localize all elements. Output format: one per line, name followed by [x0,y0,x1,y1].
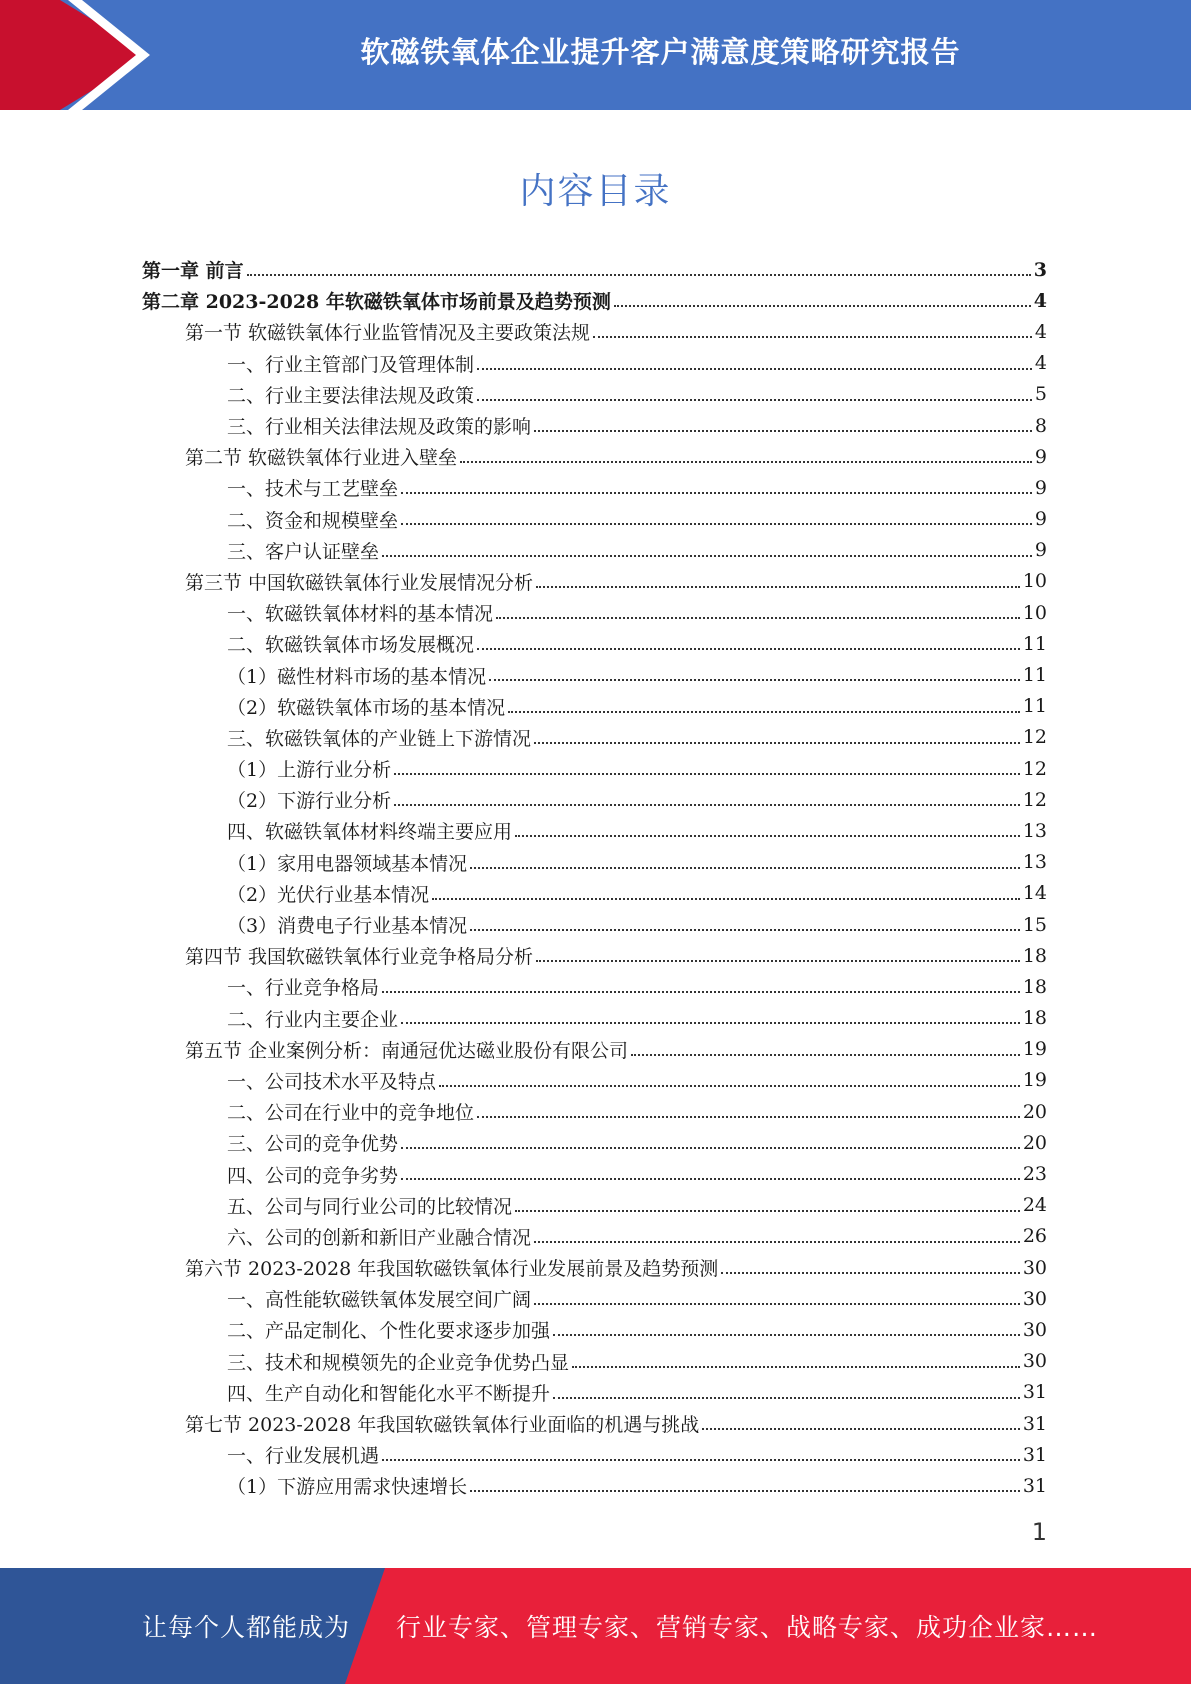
toc-entry[interactable] [142,1034,1047,1065]
toc-dot-leader [470,844,1020,869]
toc-entry[interactable] [142,316,1047,347]
toc-dot-leader [631,1031,1020,1056]
toc-dot-leader [401,1156,1020,1181]
toc-entry-label: 一、行业竞争格局 [227,977,380,1000]
toc-entry[interactable] [142,441,1047,472]
toc-entry-label: 三、行业相关法律法规及政策的影响 [227,416,532,439]
toc-entry-page: 4 [1034,320,1047,343]
toc-dot-leader [536,563,1020,588]
toc-dot-leader [496,594,1020,619]
toc-dot-leader [477,345,1032,370]
toc-entry-label: 二、行业内主要企业 [227,1008,399,1031]
toc-entry-label: 三、公司的竞争优势 [227,1133,399,1156]
toc-entry-label: 一、行业发展机遇 [227,1445,380,1468]
toc-entry-page: 30 [1022,1287,1047,1310]
toc-entry-page: 31 [1022,1474,1047,1497]
toc-dot-leader [477,1093,1020,1118]
toc-entry[interactable] [142,784,1047,815]
toc-entry[interactable] [142,940,1047,971]
toc-dot-leader [470,1468,1020,1493]
toc-entry-page: 20 [1022,1100,1047,1123]
toc-dot-leader [534,719,1020,744]
toc-entry-page: 4 [1033,289,1047,312]
toc-entry-page: 19 [1022,1069,1047,1092]
toc-entry[interactable] [142,535,1047,566]
toc-entry-label: 二、行业主要法律法规及政策 [227,384,475,407]
toc-entry[interactable] [142,254,1047,285]
toc-entry[interactable] [142,1158,1047,1189]
toc-entry-label: （1）上游行业分析 [227,759,392,782]
toc-entry-label: （2）软磁铁氧体市场的基本情况 [227,696,506,719]
toc-entry[interactable] [142,597,1047,628]
toc-entry-label: 一、高性能软磁铁氧体发展空间广阔 [227,1289,532,1312]
toc-dot-leader [394,781,1020,806]
toc-entry[interactable] [142,1096,1047,1127]
toc-dot-leader [382,532,1032,557]
toc-entry[interactable] [142,1346,1047,1377]
toc-entry-page: 11 [1022,695,1047,718]
toc-entry-label: 四、公司的竞争劣势 [227,1164,399,1187]
toc-entry-page: 5 [1034,383,1047,406]
toc-dot-leader [553,1312,1020,1337]
toc-entry-label: 第七节 2023-2028 年我国软磁铁氧体行业面临的机遇与挑战 [185,1414,700,1437]
toc-dot-leader [432,875,1020,900]
toc-entry-page: 12 [1022,788,1047,811]
table-of-contents [142,254,1047,1502]
toc-entry[interactable] [142,628,1047,659]
toc-entry-page: 18 [1022,944,1047,967]
toc-entry-label: 第四节 我国软磁铁氧体行业竞争格局分析 [185,946,534,969]
page-number: 1 [1031,1518,1047,1546]
toc-entry-page: 10 [1022,601,1047,624]
toc-entry-label: 一、技术与工艺壁垒 [227,478,399,501]
toc-entry-page: 8 [1034,414,1047,437]
toc-entry[interactable] [142,1065,1047,1096]
toc-entry-page: 23 [1022,1163,1047,1186]
toc-title: 内容目录 [519,171,672,212]
toc-entry[interactable] [142,659,1047,690]
toc-entry-page: 31 [1022,1381,1047,1404]
toc-dot-leader [515,813,1020,838]
toc-entry[interactable] [142,722,1047,753]
toc-dot-leader [401,1124,1020,1149]
toc-entry-label: 一、行业主管部门及管理体制 [227,353,475,376]
toc-entry-page: 10 [1022,570,1047,593]
toc-entry-label: 第一节 软磁铁氧体行业监管情况及主要政策法规 [185,322,591,345]
toc-entry-page: 14 [1022,882,1047,905]
toc-entry-label: （1）下游应用需求快速增长 [227,1476,468,1499]
toc-entry[interactable] [142,1470,1047,1501]
toc-entry-label: 三、软磁铁氧体的产业链上下游情况 [227,727,532,750]
toc-entry-label: 第三节 中国软磁铁氧体行业发展情况分析 [185,571,534,594]
toc-entry-page: 11 [1022,664,1047,687]
toc-dot-leader [401,470,1032,495]
toc-entry-page: 20 [1022,1131,1047,1154]
toc-entry-label: 六、公司的创新和新旧产业融合情况 [227,1226,532,1249]
toc-entry-label: 第二章 2023-2028 年软磁铁氧体市场前景及趋势预测 [142,291,611,314]
toc-dot-leader [572,1343,1020,1368]
toc-entry-label: 一、软磁铁氧体材料的基本情况 [227,603,494,626]
toc-entry-label: （3）消费电子行业基本情况 [227,915,468,938]
toc-entry[interactable] [142,1221,1047,1252]
toc-entry[interactable] [142,878,1047,909]
toc-entry[interactable] [142,1283,1047,1314]
toc-entry[interactable] [142,753,1047,784]
toc-entry-page: 31 [1022,1412,1047,1435]
toc-entry-page: 26 [1022,1225,1047,1248]
toc-entry-page: 18 [1022,975,1047,998]
toc-entry[interactable] [142,504,1047,535]
toc-entry[interactable] [142,1127,1047,1158]
toc-entry-label: （2）下游行业分析 [227,790,392,813]
toc-dot-leader [489,657,1020,682]
toc-entry-page: 19 [1022,1038,1047,1061]
toc-dot-leader [553,1374,1020,1399]
toc-entry[interactable] [142,1408,1047,1439]
toc-entry-label: 三、技术和规模领先的企业竞争优势凸显 [227,1351,570,1374]
toc-dot-leader [515,1187,1020,1212]
toc-entry-page: 13 [1022,819,1047,842]
toc-entry-page: 4 [1034,352,1047,375]
toc-entry[interactable] [142,410,1047,441]
toc-entry[interactable] [142,971,1047,1002]
toc-entry[interactable] [142,379,1047,410]
toc-dot-leader [536,937,1020,962]
toc-entry[interactable] [142,1252,1047,1283]
toc-entry-label: 第六节 2023-2028 年我国软磁铁氧体行业发展前景及趋势预测 [185,1258,719,1281]
toc-entry-label: 四、生产自动化和智能化水平不断提升 [227,1382,551,1405]
toc-entry-label: 三、客户认证壁垒 [227,540,380,563]
toc-entry-page: 12 [1022,726,1047,749]
toc-entry[interactable] [142,691,1047,722]
toc-dot-leader [382,969,1020,994]
toc-entry-page: 9 [1034,508,1047,531]
footer-slogan-left: 让每个人都能成为 [142,1613,351,1642]
toc-dot-leader [394,750,1020,775]
toc-entry-label: 第二节 软磁铁氧体行业进入壁垒 [185,447,458,470]
toc-entry[interactable] [142,472,1047,503]
toc-dot-leader [477,376,1032,401]
toc-dot-leader [593,314,1032,339]
toc-entry-page: 30 [1022,1318,1047,1341]
toc-dot-leader [401,1000,1020,1025]
footer-banner [0,1568,1191,1684]
toc-dot-leader [401,501,1032,526]
header-banner [0,0,1191,110]
toc-entry-page: 30 [1022,1256,1047,1279]
toc-entry-label: 第一章 前言 [142,260,244,283]
toc-dot-leader [477,625,1020,650]
toc-entry-label: 二、软磁铁氧体市场发展概况 [227,634,475,657]
toc-dot-leader [460,438,1032,463]
toc-entry[interactable] [142,909,1047,940]
toc-entry-label: 二、产品定制化、个性化要求逐步加强 [227,1320,551,1343]
toc-dot-leader [470,906,1020,931]
toc-entry-label: 五、公司与同行业公司的比较情况 [227,1195,513,1218]
toc-entry[interactable] [142,815,1047,846]
toc-dot-leader [382,1436,1020,1461]
toc-entry-page: 24 [1022,1194,1047,1217]
toc-dot-leader [534,1280,1020,1305]
toc-entry-page: 9 [1034,476,1047,499]
toc-entry-label: （1）家用电器领域基本情况 [227,852,468,875]
toc-entry-label: 一、公司技术水平及特点 [227,1070,437,1093]
toc-entry[interactable] [142,1003,1047,1034]
toc-entry-label: 第五节 企业案例分析：南通冠优达磁业股份有限公司 [185,1039,629,1062]
toc-entry-label: （2）光伏行业基本情况 [227,883,430,906]
toc-entry-page: 11 [1022,632,1047,655]
toc-dot-leader [247,251,1031,276]
toc-entry[interactable] [142,1190,1047,1221]
toc-entry-page: 9 [1034,445,1047,468]
toc-entry[interactable] [142,348,1047,379]
toc-entry[interactable] [142,1314,1047,1345]
toc-entry-page: 15 [1022,913,1047,936]
toc-entry-label: 二、公司在行业中的竞争地位 [227,1102,475,1125]
toc-dot-leader [721,1249,1020,1274]
footer-slogan-right: 行业专家、管理专家、营销专家、战略专家、成功企业家…… [396,1613,1099,1642]
report-title: 软磁铁氧体企业提升客户满意度策略研究报告 [360,34,961,69]
toc-dot-leader [534,1218,1020,1243]
toc-dot-leader [702,1405,1020,1430]
header-red-arrow [0,0,150,110]
toc-entry-label: （1）磁性材料市场的基本情况 [227,665,487,688]
toc-dot-leader [439,1062,1020,1087]
toc-dot-leader [614,282,1031,307]
toc-dot-leader [508,688,1020,713]
toc-entry[interactable] [142,1439,1047,1470]
toc-entry-page: 18 [1022,1007,1047,1030]
toc-entry-label: 四、软磁铁氧体材料终端主要应用 [227,821,513,844]
toc-entry[interactable] [142,847,1047,878]
toc-entry[interactable] [142,1377,1047,1408]
toc-entry[interactable] [142,285,1047,316]
toc-entry-page: 13 [1022,851,1047,874]
toc-dot-leader [534,407,1032,432]
toc-entry-page: 3 [1033,258,1047,281]
toc-entry-page: 9 [1034,539,1047,562]
toc-entry-label: 二、资金和规模壁垒 [227,509,399,532]
toc-entry-page: 12 [1022,757,1047,780]
toc-entry-page: 30 [1022,1350,1047,1373]
toc-entry[interactable] [142,566,1047,597]
toc-entry-page: 31 [1022,1443,1047,1466]
